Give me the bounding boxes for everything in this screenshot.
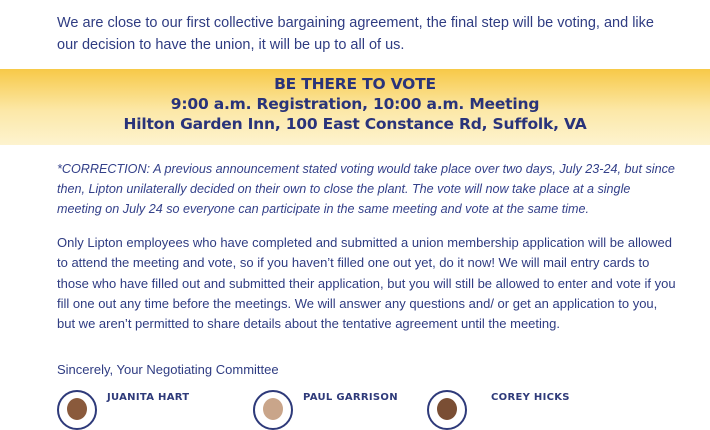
member-name: PAUL GARRISON — [303, 392, 398, 403]
banner-schedule: 9:00 a.m. Registration, 10:00 a.m. Meeting — [170, 95, 540, 113]
banner-location: Hilton Garden Inn, 100 East Constance Rd, Suffolk, VA — [123, 115, 587, 133]
intro-paragraph: We are close to our first collective bargaining agreement, the final step will be voting, and like our decision to have the union, it will be up to all of us. — [57, 15, 654, 53]
member-name: JUANITA HART — [107, 392, 190, 403]
member-name: COREY HICKS — [491, 392, 570, 403]
vote-banner — [0, 69, 710, 145]
avatar — [427, 390, 467, 430]
avatar — [57, 390, 97, 430]
eligibility-paragraph: Only Lipton employees who have completed and submitted a union membership application will be allowed to attend the meeting and vote, so if you haven’t filled one out yet, do it now! We will mail entry cards to those who have filled out and submitted their application, but you will still be allowed to enter and vote if you fill one out any time before the meetings. We will answer any questions and/ or get an application to you, but we aren’t permitted to share details about the tentative agreement until the meeting. — [57, 235, 676, 332]
banner-heading: BE THERE TO VOTE — [274, 75, 436, 93]
member-photo — [437, 398, 457, 420]
member-photo — [263, 398, 283, 420]
correction-note: *CORRECTION: A previous announcement stated voting would take place over two days, July 23-24, but since then, Lipton unilaterally decided on their own to close the plant. The vote will now take place at a single meeting on July 24 so everyone can participate in the same meeting and vote at the same time. — [57, 162, 675, 216]
signoff: Sincerely, Your Negotiating Committee — [57, 362, 279, 377]
avatar — [253, 390, 293, 430]
member-photo — [67, 398, 87, 420]
